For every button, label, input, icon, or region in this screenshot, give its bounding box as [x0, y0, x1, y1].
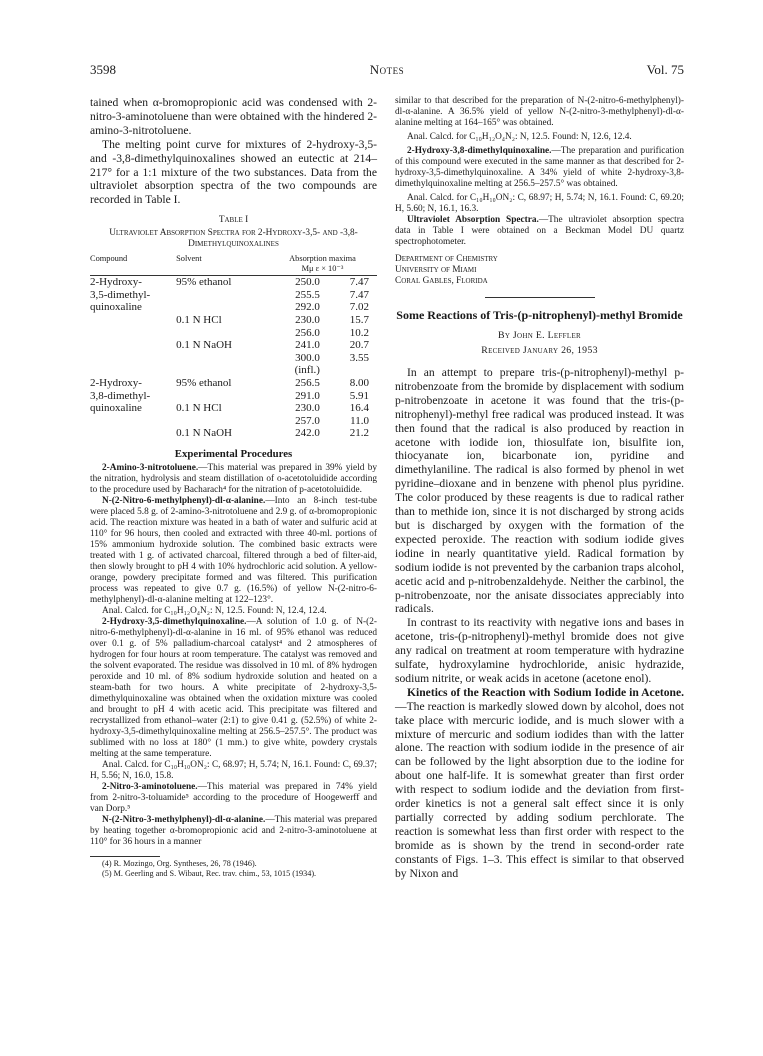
procedure-paragraph: 2-Amino-3-nitrotoluene.—This material was prepared in 39% yield by the nitration, hydrolysis and steam distillation of o-acetotoluidide according to the procedure used by Bacharach⁴ for the nitration of p-acetotoluidide. — [90, 462, 377, 495]
affiliation: Department of Chemistry University of Miami Coral Gables, Florida — [395, 254, 498, 286]
section-rule — [485, 297, 595, 298]
cell-wavelength: 241.0 — [295, 339, 320, 352]
continued-paragraph: similar to that described for the preparation of N-(2-nitro-6-methylphenyl)-dl-α-alanine. A 36.5% yield of yellow N-(2-nitro-3-methylphenyl)-dl-α-alanine melting at 164–165° was obtained. — [395, 96, 684, 128]
cell-wavelength: 300.0 — [295, 351, 320, 364]
cell-solvent — [176, 301, 268, 314]
cell-compound: quinoxaline — [90, 402, 142, 415]
cell-compound — [90, 314, 176, 327]
body-paragraph: In contrast to its reactivity with negative ions and bases in acetone, tris-(p-nitrophenyl)-methyl bromide does not give any radical on treatment at room temperature with hydrazine sulfate, hydroxylamine hydrochloride, anisic hydrazide, sodium nitrite, or weak acids in acetone (acetone enol). — [395, 616, 684, 685]
cell-epsilon: 16.4 — [349, 402, 369, 415]
running-header — [90, 62, 684, 78]
cell-compound — [90, 339, 176, 352]
cell-wavelength: 256.0 — [295, 326, 320, 339]
footnote-rule — [90, 856, 160, 857]
cell-wavelength: 291.0 — [295, 389, 320, 402]
table-row — [90, 301, 377, 314]
volume-label: Vol. 75 — [646, 62, 684, 77]
cell-solvent — [176, 364, 268, 377]
cell-epsilon: 10.2 — [349, 326, 369, 339]
procedure-paragraph: 2-Hydroxy-3,8-dimethylquinoxaline.—The preparation and purification of this compound were executed in the same manner as that described for 2-hydroxy-3,5-dimethylquinoxaline. A 34% yield of white 2-hydroxy-3,8-dimethylquinoxaline melting at 256.5–257.5° was obtained. — [395, 146, 684, 189]
analysis-line: Anal. Calcd. for C₁₀H₁₂O₄N₂: N, 12.5. Found: N, 12.6, 12.4. — [407, 132, 632, 142]
cell-epsilon: 3.55 — [349, 351, 369, 364]
cell-compound: 3,5-dimethyl- — [90, 288, 151, 301]
cell-epsilon — [328, 364, 377, 377]
kinetics-paragraph: Kinetics of the Reaction with Sodium Iodide in Acetone.—The reaction is markedly slowed down by alcohol, does not take place with mercuric iodide, and is much slower with a mixture of mercuric and sodium iodides than with the latter alone. The reaction with sodium iodide in the presence of air can be followed by the light absorption due to the iodine for about one half-life. It is somewhat greater than first order with respect to sodium iodide and the deviation from first-order kinetics is not a general salt effect since it is only partially corrected by adding sodium perchlorate. The reaction is somewhat less than first order with respect to the bromide as is shown by the trend in second-order rate constants of Figs. 1–3. This effect is similar to that observed by Nixon and — [395, 685, 684, 880]
table-body — [90, 276, 377, 440]
cell-epsilon: 5.91 — [349, 389, 369, 402]
cell-epsilon: 7.02 — [349, 301, 369, 314]
procedure-paragraph: 2-Hydroxy-3,5-dimethylquinoxaline.—A solution of 1.0 g. of N-(2-nitro-6-methylphenyl)-dl-α-alanine in 16 ml. of 95% ethanol was reduced over 0.1 g. of 5% palladium-charcoal catalyst⁴ and 2 atmospheres of hydrogen for four hours at room temperature. The catalyst was removed and the solvent evaporated. The residue was dissolved in 10 ml. of 8% hydrogen peroxide and 10 ml. of 8% sodium hydroxide solution and heated on a steam-bath for two hours. A white precipitate of 2-hydroxy-3,5-dimethylquinoxaline was obtained when the oxidation mixture was cooled and brought to pH 4 with acetic acid. This precipitate was filtered and recrystallized from ethanol–water (2:1) to give 0.41 g. (52.5%) of white 2-hydroxy-3,5-dimethylquinoxaline melting at 256.5–257.5°. The product was sublimed with no loss at 180° (1 mm.) to give white, powdery crystals melting at the same temperature. — [90, 616, 377, 759]
cell-solvent — [176, 415, 268, 428]
experimental-heading: Experimental Procedures — [174, 447, 293, 460]
table-row — [90, 427, 377, 440]
cell-solvent — [176, 352, 268, 365]
table-row — [90, 289, 377, 302]
header-compound: Compound — [90, 254, 176, 276]
analysis-line: Anal. Calcd. for C₁₀H₁₀ON₂: C, 68.97; H, 5.74; N, 16.1. Found: C, 69.37; H, 5.56; N, 16.0, 15.8. — [90, 759, 377, 781]
cell-solvent: 95% ethanol — [176, 377, 232, 389]
cell-compound — [90, 427, 176, 440]
table-row — [90, 276, 377, 289]
cell-epsilon: 21.2 — [349, 427, 369, 440]
cell-solvent — [176, 289, 268, 302]
header-absorption: Absorption maxima Mμ ε × 10⁻³ — [268, 254, 377, 276]
footnote: (4) R. Mozingo, Org. Syntheses, 26, 78 (1946). — [102, 858, 257, 868]
cell-solvent — [176, 390, 268, 403]
right-column — [395, 96, 684, 881]
cell-compound: 2-Hydroxy- — [90, 276, 142, 289]
cell-compound — [90, 415, 176, 428]
table-row — [90, 415, 377, 428]
cell-compound — [90, 352, 176, 365]
cell-epsilon: 7.47 — [349, 276, 369, 289]
cell-solvent — [176, 327, 268, 340]
cell-compound: quinoxaline — [90, 301, 142, 314]
cell-compound — [90, 364, 176, 377]
table-row — [90, 364, 377, 377]
table-row — [90, 377, 377, 390]
melting-point-paragraph: The melting point curve for mixtures of 2-hydroxy-3,5- and -3,8-dimethylquinoxalines showed an eutectic at 214–217° for a 1:1 mixture of the two substances. Data from the ultraviolet absorption spectra of the two compounds are recorded in Table I. — [90, 137, 377, 207]
cell-epsilon: 20.7 — [349, 339, 369, 352]
cell-wavelength: 242.0 — [295, 427, 320, 440]
author-line: By John E. Leffler — [497, 330, 582, 341]
table-row — [90, 314, 377, 327]
table-row — [90, 327, 377, 340]
cell-epsilon: 7.47 — [349, 288, 369, 301]
table-row — [90, 339, 377, 352]
footnote: (5) M. Geerling and S. Wibaut, Rec. trav. chim., 53, 1015 (1934). — [102, 869, 317, 879]
cell-compound: 2-Hydroxy- — [90, 377, 142, 389]
cell-wavelength: 292.0 — [295, 301, 320, 314]
article-title: Some Reactions of Tris-(p-nitrophenyl)-methyl Bromide — [396, 308, 683, 322]
procedure-paragraph: 2-Nitro-3-aminotoluene.—This material was prepared in 74% yield from 2-nitro-3-toluamide⁵ according to the procedure of Hoogewerff and van Dorp.⁵ — [90, 781, 377, 814]
body-paragraph: In an attempt to prepare tris-(p-nitrophenyl)-methyl p-nitrobenzoate from the bromide by displacement with sodium p-nitrobenzoate in acetone it was found that the tris-(p-nitrophenyl)-methyl free radical was produced instead. It was then found that the radical is also produced by reaction in acetone with iodide ion, thiosulfate ion, bisulfite ion, thiocyanate ion, bicarbonate ion, pyridine and dimethylaniline. The radical is also formed by phenol in wet pyridine–dioxane and in benzene with phenol plus pyridine. The color produced by these reagents is due to radical rather than to methide ion, since it is not discharged by strong acids but is discharged by oxygen with the formation of the expected peroxide. The reaction with sodium iodide gives iodine in nearly quantitative yield. Radical formation by sodium iodide is not prevented by the carbanion traps alcohol, acetic acid and p-nitrobenzaldehyde. Neither the carbinol, the p-nitrobenzoate, nor the anisate dissociates appreciably into radicals. — [395, 366, 684, 616]
absorption-table — [90, 254, 377, 440]
table-row — [90, 402, 377, 415]
cell-wavelength: (infl.) — [294, 364, 320, 377]
header-solvent: Solvent — [176, 254, 268, 276]
left-column — [90, 96, 377, 880]
procedure-paragraph: N-(2-Nitro-3-methylphenyl)-dl-α-alanine.—This material was prepared by heating together α-bromopropionic acid and 2-nitro-3-aminotoluene at 110° for 36 hours in a manner — [90, 814, 377, 847]
procedure-paragraph: Ultraviolet Absorption Spectra.—The ultraviolet absorption spectra data in Table I were obtained on a Beckman Model DU quartz spectrophotometer. — [395, 215, 684, 247]
cell-solvent: 0.1 N NaOH — [176, 339, 233, 352]
cell-solvent: 0.1 N HCl — [176, 314, 222, 327]
cell-wavelength: 250.0 — [295, 276, 320, 289]
table-caption: Table I — [218, 215, 249, 226]
cell-epsilon: 8.00 — [349, 377, 369, 389]
cell-wavelength: 257.0 — [295, 414, 320, 427]
intro-paragraph: tained when α-bromopropionic acid was condensed with 2-nitro-3-aminotoluene than were obtained with the hindered 2-amino-3-nitrotoluene. — [90, 96, 377, 137]
cell-solvent: 0.1 N NaOH — [176, 427, 233, 440]
analysis-line: Anal. Calcd. for C₁₀H₁₂O₄N₂: N, 12.5. Found: N, 12.4, 12.4. — [102, 605, 327, 616]
section-name: Notes — [369, 62, 405, 77]
page-number: 3598 — [90, 62, 116, 77]
table-row — [90, 352, 377, 365]
analysis-line: Anal. Calcd. for C₁₀H₁₀ON₂: C, 68.97; H, 5.74; N, 16.1. Found: C, 69.20; H, 5.60; N, 16.1, 16.3. — [395, 193, 684, 214]
cell-epsilon: 15.7 — [349, 314, 369, 327]
cell-wavelength: 230.0 — [295, 402, 320, 415]
cell-solvent: 0.1 N HCl — [176, 402, 222, 415]
cell-compound: 3,8-dimethyl- — [90, 389, 151, 402]
cell-epsilon: 11.0 — [350, 414, 369, 427]
table-header-row — [90, 254, 377, 276]
cell-compound — [90, 327, 176, 340]
cell-wavelength: 255.5 — [295, 288, 320, 301]
received-date: Received January 26, 1953 — [481, 345, 598, 356]
table-row — [90, 390, 377, 403]
procedure-paragraph: N-(2-Nitro-6-methylphenyl)-dl-α-alanine.—Into an 8-inch test-tube were placed 5.8 g. of 2-amino-3-nitrotoluene and 2.9 g. of α-bromopropionic acid. The reaction mixture was heated in a bath of water and sulfuric acid at 110° for 96 hours, then cooled and extracted with three 40-ml. portions of 15% ammonium hydroxide solution. The combined basic extracts were treated with 1 g. of activated charcoal, filtered through a bed of filter-aid, then slowly brought to pH 4 with 10% hydrochloric acid solution. A yellow-orange, powdery precipitate formed and was filtered. This purification process was repeated to give 0.7 g. (16.5%) of yellow N-(2-nitro-6-methylphenyl)-dl-α-alanine melting at 122–123°. — [90, 495, 377, 605]
cell-wavelength: 256.5 — [295, 377, 320, 389]
table-title: Ultraviolet Absorption Spectra for 2-Hydroxy-3,5- and -3,8-Dimethylquinoxalines — [109, 228, 358, 250]
cell-wavelength: 230.0 — [295, 314, 320, 327]
cell-solvent: 95% ethanol — [176, 276, 232, 289]
